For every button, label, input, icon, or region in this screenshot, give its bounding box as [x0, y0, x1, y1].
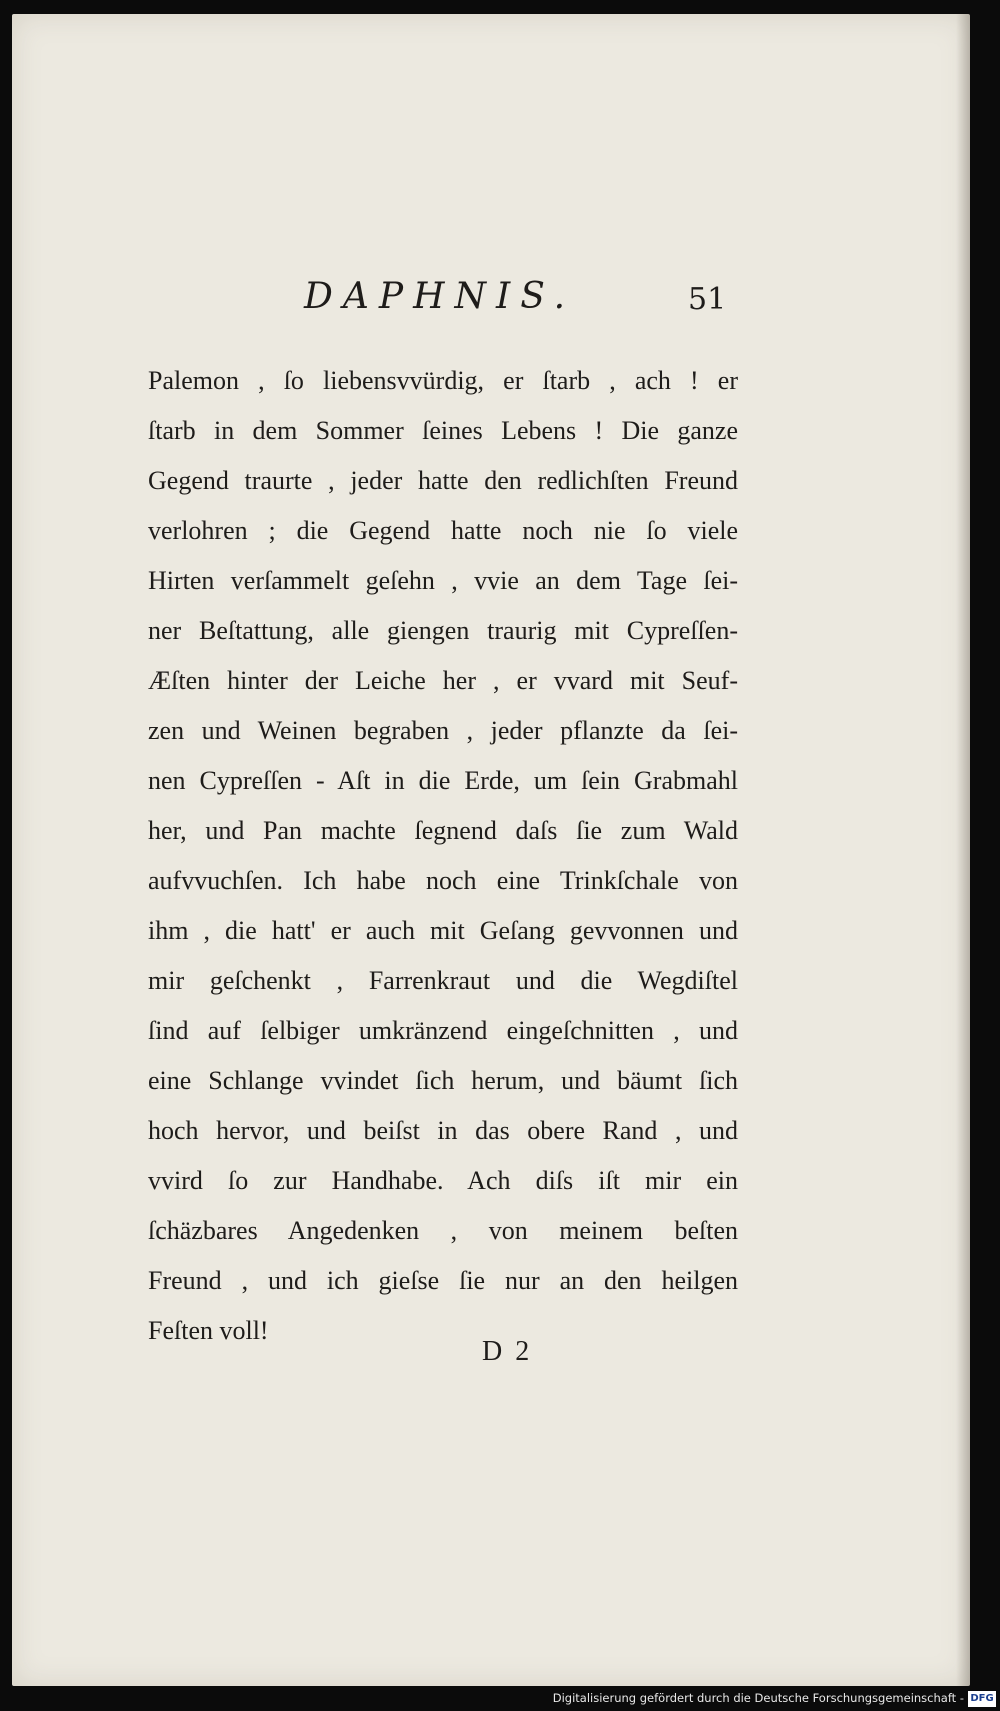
running-head — [12, 276, 970, 326]
dfg-logo: DFG — [968, 1691, 996, 1707]
text-line: aufvvuchſen. Ich habe noch eine Trinkſchale von — [148, 866, 738, 895]
text-line: verlohren ; die Gegend hatte noch nie ſo viele — [148, 516, 738, 545]
text-line: Feſten voll! — [148, 1316, 269, 1345]
text-line: Hirten verſammelt geſehn , vvie an dem Tage ſei- — [148, 566, 738, 595]
signature-mark: D 2 — [482, 1336, 533, 1367]
page-number: 51 — [688, 282, 727, 317]
text-line: vvird ſo zur Handhabe. Ach diſs iſt mir ein — [148, 1166, 738, 1195]
text-line: ner Beſtattung, alle giengen traurig mit Cypreſſen- — [148, 616, 738, 645]
body-text — [148, 356, 738, 1356]
text-line: Gegend traurte , jeder hatte den redlichſten Freund — [148, 466, 738, 495]
running-title: DAPHNIS. — [304, 276, 576, 317]
text-line: mir geſchenkt , Farrenkraut und die Wegdiſtel — [148, 966, 738, 995]
footer-bar — [0, 1688, 1000, 1711]
spine-shadow — [956, 14, 970, 1686]
text-line: zen und Weinen begraben , jeder pflanzte da ſei- — [148, 716, 738, 745]
text-line: Æſten hinter der Leiche her , er vvard mit Seuf- — [148, 666, 738, 695]
text-line: nen Cypreſſen - Aſt in die Erde, um ſein Grabmahl — [148, 766, 738, 795]
text-line: her, und Pan machte ſegnend daſs ſie zum Wald — [148, 816, 738, 845]
footer-credit: Digitalisierung gefördert durch die Deutsche Forschungsgemeinschaft - — [552, 1691, 964, 1705]
book-page — [12, 14, 970, 1686]
text-line: Palemon , ſo liebensvvürdig, er ſtarb , ach ! er — [148, 366, 738, 395]
text-line: ſchäzbares Angedenken , von meinem beſten — [148, 1216, 738, 1245]
text-line: hoch hervor, und beiſst in das obere Rand , und — [148, 1116, 738, 1145]
text-line: ihm , die hatt' er auch mit Geſang gevvonnen und — [148, 916, 738, 945]
text-line: ſind auf ſelbiger umkränzend eingeſchnitten , und — [148, 1016, 738, 1045]
text-line: eine Schlange vvindet ſich herum, und bäumt ſich — [148, 1066, 738, 1095]
text-line: ſtarb in dem Sommer ſeines Lebens ! Die ganze — [148, 416, 738, 445]
text-line: Freund , und ich gieſse ſie nur an den heilgen — [148, 1266, 738, 1295]
